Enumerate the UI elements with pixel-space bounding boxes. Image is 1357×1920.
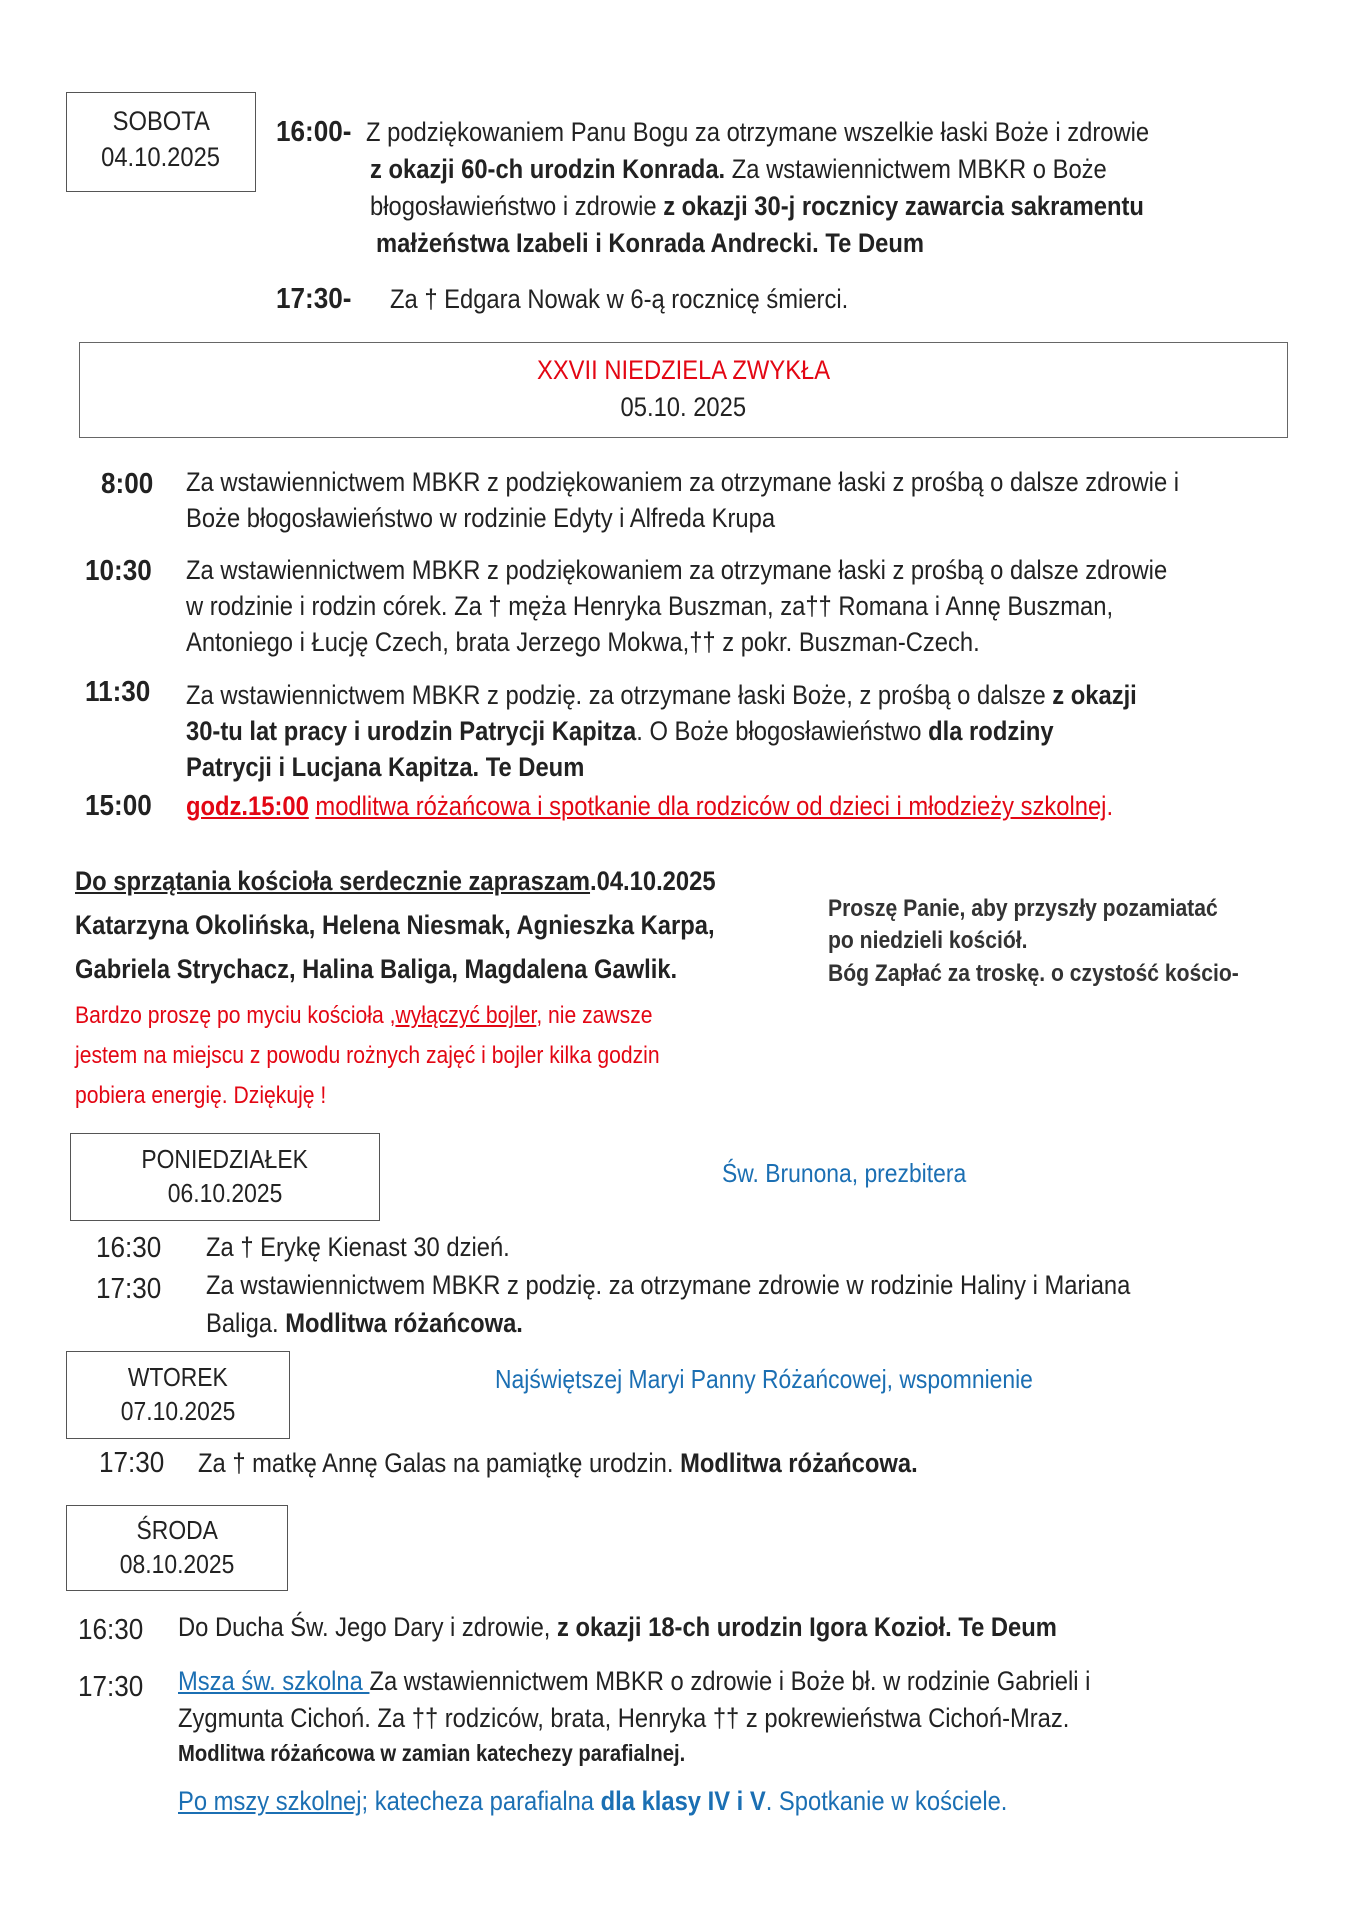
day-box-saturday (66, 92, 256, 192)
text-runs (186, 500, 775, 536)
text-runs (186, 713, 1054, 749)
text-run: z okazji (1052, 680, 1137, 710)
text-run: małżeństwa Izabeli i Konrada Andrecki. Te Deum (376, 228, 924, 258)
feast-monday: Św. Brunona, prezbitera (722, 1158, 967, 1188)
text-run: Modlitwa różańcowa w zamian katechezy parafialnej. (178, 1740, 686, 1766)
text-runs (366, 114, 1149, 150)
intention-line (186, 677, 1266, 713)
text-run: Za wstawiennictwem MBKR z podziękowaniem za otrzymane łaski z prośbą o dalsze zdrowie (186, 555, 1168, 585)
mass-time: 17:30 (99, 1447, 165, 1479)
intention-line (370, 188, 1249, 224)
mass-time: 15:00 (85, 790, 152, 822)
text-run: Za wstawiennictwem MBKR o Boże (725, 154, 1107, 184)
text-runs (178, 1735, 685, 1771)
feast-tuesday: Najświętszej Maryi Panny Różańcowej, wspomnienie (495, 1364, 1033, 1394)
mass-time: 11:30 (85, 676, 151, 708)
text-run: 30-tu lat pracy i urodzin Patrycji Kapitza (186, 716, 637, 746)
text-run: Za † Edgara Nowak w 6-ą rocznicę śmierci. (390, 284, 849, 314)
text-run: Baliga. (206, 1308, 286, 1338)
thanks-note: Bóg Zapłać za troskę. o czystość kościo- (828, 960, 1239, 987)
intention-line (206, 1267, 1256, 1303)
day-date: 07.10.2025 (120, 1396, 236, 1426)
sweeping-request: Proszę Panie, aby przyszły pozamiatać (828, 895, 1218, 922)
text-run: z okazji 30-j rocznicy zawarcia sakramentu (663, 191, 1144, 221)
text-run: Modlitwa różańcowa. (680, 1448, 918, 1478)
text-runs (186, 588, 1113, 624)
day-name: WTOREK (127, 1362, 228, 1392)
mass-time: 8:00 (101, 468, 154, 500)
mass-time: 17:30 (78, 1671, 144, 1703)
text-runs (186, 749, 584, 785)
rosary-announcement (186, 788, 1240, 824)
day-date: 08.10.2025 (119, 1549, 235, 1579)
text-runs (186, 464, 1179, 500)
boiler-notice: jestem na miejscu z powodu rożnych zajęć i bojler kilka godzin (75, 1042, 660, 1069)
text-runs (370, 188, 1144, 224)
text-run: ; katecheza parafialna (361, 1786, 601, 1816)
text-run: z okazji 60-ch urodzin Konrada. (370, 154, 726, 184)
text-runs (178, 1700, 1069, 1736)
mass-time: 10:30 (85, 555, 152, 587)
text-run: Do Ducha Św. Jego Dary i zdrowie, (178, 1612, 558, 1642)
text-run: . Spotkanie w kościele. (765, 1786, 1008, 1816)
mass-time: 17:30 (96, 1273, 162, 1305)
text-runs (186, 788, 1113, 824)
text-run: Po mszy szkolnej (178, 1786, 362, 1816)
boiler-notice: Bardzo proszę po myciu kościoła ,wyłączyć bojler, nie zawsze (75, 1002, 653, 1029)
text-runs (206, 1305, 523, 1341)
text-runs (186, 677, 1137, 713)
intention-line (390, 281, 911, 317)
text-run: Za wstawiennictwem MBKR z podzię. za otrzymane zdrowie w rodzinie Haliny i Mariana (206, 1270, 1131, 1300)
day-name: ŚRODA (136, 1515, 218, 1545)
intention-line (376, 225, 999, 261)
mass-time: 16:00- (276, 116, 352, 148)
text-runs (178, 1783, 1007, 1819)
text-runs (178, 1663, 1090, 1699)
text-run: Msza św. szkolna (178, 1666, 370, 1696)
text-run: Za wstawiennictwem MBKR z podziękowaniem za otrzymane łaski z prośbą o dalsze zdrowie i (186, 467, 1180, 497)
cleaning-names: Gabriela Strychacz, Halina Baliga, Magdalena Gawlik. (75, 954, 678, 984)
text-run: Patrycji i Lucjana Kapitza. Te Deum (186, 752, 585, 782)
sunday-date: 05.10. 2025 (620, 392, 747, 422)
mass-time: 16:30 (96, 1232, 162, 1264)
boiler-notice: pobiera energię. Dziękuję ! (75, 1082, 327, 1109)
intention-line (178, 1700, 1191, 1736)
intention-line (186, 713, 1172, 749)
text-runs (186, 552, 1167, 588)
day-box-tuesday (66, 1351, 290, 1439)
text-run: dla rodziny (928, 716, 1054, 746)
day-name: SOBOTA (112, 106, 210, 136)
text-run: z okazji 18-ch urodzin Igora Kozioł. Te Deum (557, 1612, 1057, 1642)
intention-line (186, 749, 639, 785)
mass-time: 16:30 (78, 1614, 144, 1646)
text-run: Za † matkę Annę Galas na pamiątkę urodzin. (198, 1448, 681, 1478)
intention-line (206, 1305, 566, 1341)
text-run: Za † Erykę Kienast 30 dzień. (206, 1232, 510, 1262)
intention-line (206, 1229, 551, 1265)
text-run: Boże błogosławieństwo w rodzinie Edyty i Alfreda Krupa (186, 503, 776, 533)
catechesis-note (178, 1783, 1121, 1819)
intention-line (370, 151, 1207, 187)
text-runs (206, 1267, 1130, 1303)
text-run: modlitwa różańcowa i spotkanie dla rodziców od dzieci i młodzieży szkolnej (315, 791, 1107, 821)
intention-line (186, 624, 1088, 660)
text-runs (390, 281, 848, 317)
text-run: Modlitwa różańcowa. (285, 1308, 523, 1338)
text-run: Zygmunta Cichoń. Za †† rodziców, brata, Henryka †† z pokrewieństwa Cichoń-Mraz. (178, 1703, 1070, 1733)
cleaning-names: Katarzyna Okolińska, Helena Niesmak, Agnieszka Karpa, (75, 910, 715, 940)
text-run: dla klasy IV i V (600, 1786, 766, 1816)
text-run: Z podziękowaniem Panu Bogu za otrzymane wszelkie łaski Boże i zdrowie (366, 117, 1150, 147)
sweeping-request: po niedzieli kościół. (828, 927, 1028, 954)
intention-line (186, 588, 1240, 624)
day-box-wednesday (66, 1505, 288, 1591)
day-box-monday (70, 1133, 380, 1221)
text-runs (206, 1229, 510, 1265)
intention-line (178, 1735, 754, 1771)
text-run: błogosławieństwo i zdrowie (370, 191, 664, 221)
intention-line (366, 114, 1256, 150)
text-runs (370, 151, 1107, 187)
sunday-title: XXVII NIEDZIELA ZWYKŁA (536, 355, 831, 385)
sunday-header-box (79, 342, 1288, 438)
day-name: PONIEDZIAŁEK (141, 1144, 309, 1174)
intention-line (186, 552, 1301, 588)
text-run: Antoniego i Łucję Czech, brata Jerzego Mokwa,†† z pokr. Buszman-Czech. (186, 627, 980, 657)
text-run: godz.15:00 (186, 791, 309, 821)
text-run: . (1106, 791, 1114, 821)
text-runs (376, 225, 924, 261)
intention-line (186, 500, 855, 536)
day-date: 06.10.2025 (167, 1178, 283, 1208)
text-runs (186, 624, 980, 660)
intention-line (178, 1663, 1215, 1699)
text-runs (198, 1445, 918, 1481)
cleaning-heading: Do sprzątania kościoła serdecznie zapraszam.04.10.2025 (75, 866, 716, 896)
text-run: Za wstawiennictwem MBKR o zdrowie i Boże bł. w rodzinie Gabrieli i (369, 1666, 1091, 1696)
text-run: Za wstawiennictwem MBKR z podzię. za otrzymane łaski Boże, z prośbą o dalsze (186, 680, 1053, 710)
text-runs (178, 1609, 1057, 1645)
day-date: 04.10.2025 (101, 142, 221, 172)
intention-line (178, 1609, 1177, 1645)
intention-line (198, 1445, 1016, 1481)
intention-line (186, 464, 1314, 500)
text-run: w rodzinie i rodzin córek. Za † męża Henryka Buszman, za†† Romana i Annę Buszman, (186, 591, 1114, 621)
mass-time: 17:30- (276, 283, 352, 315)
text-run: . O Boże błogosławieństwo (636, 716, 929, 746)
